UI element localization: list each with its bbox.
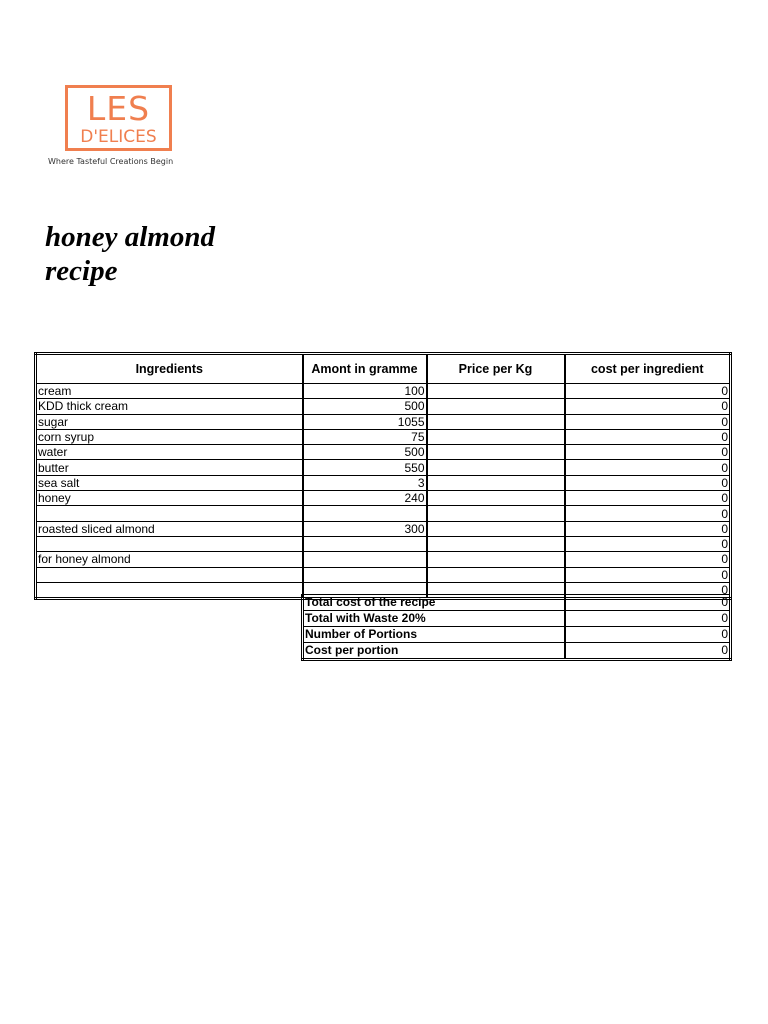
summary-value: 0 — [565, 643, 731, 660]
cell-ingredient-name: sugar — [36, 414, 303, 429]
cell-amount: 500 — [303, 445, 427, 460]
cell-cost: 0 — [565, 475, 731, 490]
header-price: Price per Kg — [427, 354, 565, 384]
summary-value: 0 — [565, 611, 731, 627]
cell-price — [427, 536, 565, 551]
cell-amount: 75 — [303, 429, 427, 444]
cell-price — [427, 506, 565, 521]
table-header-row — [36, 354, 731, 384]
logo-text-delices: D'ELICES — [80, 127, 157, 147]
summary-value: 0 — [565, 627, 731, 643]
cell-ingredient-name: cream — [36, 384, 303, 399]
cell-cost: 0 — [565, 414, 731, 429]
summary-row — [303, 595, 731, 611]
recipe-title-line2: recipe — [45, 255, 118, 287]
summary-label: Cost per portion — [303, 643, 565, 660]
cell-ingredient-name — [36, 582, 303, 598]
summary-row — [303, 643, 731, 660]
recipe-title-line1: honey almond — [45, 221, 215, 253]
table-row — [36, 429, 731, 444]
ingredient-rows — [36, 384, 731, 599]
cell-ingredient-name: honey — [36, 491, 303, 506]
cell-cost: 0 — [565, 399, 731, 414]
cell-ingredient-name — [36, 567, 303, 582]
cell-ingredient-name: KDD thick cream — [36, 399, 303, 414]
cell-cost: 0 — [565, 552, 731, 567]
header-ingredients: Ingredients — [36, 354, 303, 384]
table-row — [36, 567, 731, 582]
cell-amount: 300 — [303, 521, 427, 536]
summary-row — [303, 627, 731, 643]
cell-ingredient-name — [36, 506, 303, 521]
cell-price — [427, 399, 565, 414]
recipe-title — [45, 220, 445, 288]
cell-amount: 240 — [303, 491, 427, 506]
table-row — [36, 460, 731, 475]
cell-amount: 3 — [303, 475, 427, 490]
table-row — [36, 445, 731, 460]
cell-ingredient-name: roasted sliced almond — [36, 521, 303, 536]
cell-price — [427, 460, 565, 475]
cell-amount — [303, 567, 427, 582]
logo-frame — [65, 85, 172, 151]
table-row — [36, 414, 731, 429]
table-row — [36, 475, 731, 490]
cell-ingredient-name: water — [36, 445, 303, 460]
summary-table — [301, 594, 732, 661]
cell-amount — [303, 506, 427, 521]
cell-amount: 500 — [303, 399, 427, 414]
summary-label: Total with Waste 20% — [303, 611, 565, 627]
cell-cost: 0 — [565, 506, 731, 521]
summary-label: Total cost of the recipe — [303, 595, 565, 611]
cell-cost: 0 — [565, 384, 731, 399]
cell-price — [427, 491, 565, 506]
cell-amount — [303, 552, 427, 567]
cell-cost: 0 — [565, 521, 731, 536]
cell-amount — [303, 536, 427, 551]
cell-price — [427, 429, 565, 444]
summary-label: Number of Portions — [303, 627, 565, 643]
cell-cost: 0 — [565, 491, 731, 506]
cell-cost: 0 — [565, 429, 731, 444]
summary-row — [303, 611, 731, 627]
cell-cost: 0 — [565, 567, 731, 582]
cell-price — [427, 384, 565, 399]
cell-cost: 0 — [565, 460, 731, 475]
cell-cost: 0 — [565, 445, 731, 460]
cell-ingredient-name: butter — [36, 460, 303, 475]
header-amount: Amont in gramme — [303, 354, 427, 384]
logo-text-les: LES — [86, 89, 151, 128]
cell-ingredient-name: for honey almond — [36, 552, 303, 567]
cell-cost: 0 — [565, 536, 731, 551]
cell-price — [427, 445, 565, 460]
summary-rows — [303, 595, 731, 660]
cell-ingredient-name: sea salt — [36, 475, 303, 490]
table-row — [36, 506, 731, 521]
table-row — [36, 552, 731, 567]
cell-ingredient-name — [36, 536, 303, 551]
cell-amount: 1055 — [303, 414, 427, 429]
table-row — [36, 399, 731, 414]
cell-ingredient-name: corn syrup — [36, 429, 303, 444]
table-row — [36, 384, 731, 399]
table-row — [36, 536, 731, 551]
table-row — [36, 491, 731, 506]
cell-price — [427, 521, 565, 536]
cell-price — [427, 414, 565, 429]
cell-cost: 0 — [565, 582, 731, 598]
cell-price — [427, 567, 565, 582]
cell-amount: 550 — [303, 460, 427, 475]
cell-price — [427, 552, 565, 567]
cell-amount: 100 — [303, 384, 427, 399]
summary-value: 0 — [565, 595, 731, 611]
header-cost: cost per ingredient — [565, 354, 731, 384]
ingredients-table — [34, 352, 732, 600]
table-row — [36, 521, 731, 536]
cell-price — [427, 475, 565, 490]
brand-logo — [48, 82, 198, 172]
logo-tagline: Where Tasteful Creations Begin — [48, 157, 174, 166]
